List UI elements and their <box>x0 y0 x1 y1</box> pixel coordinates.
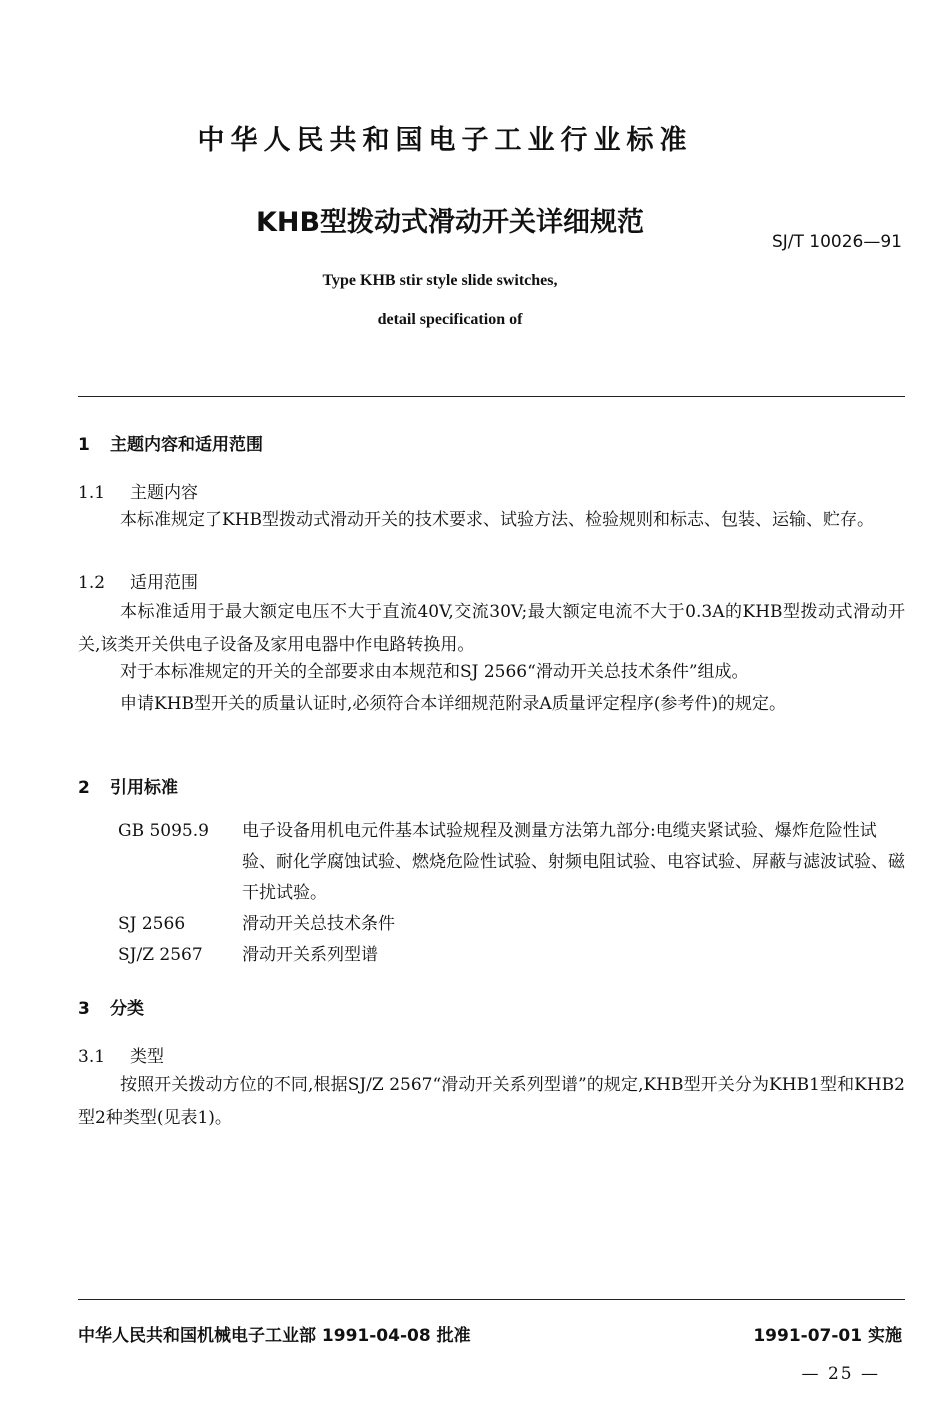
reference-description: 滑动开关总技术条件 <box>242 914 395 934</box>
approval-line: 中华人民共和国机械电子工业部 1991-04-08 批准 <box>78 1326 471 1346</box>
subsection-title: 类型 <box>130 1047 164 1067</box>
english-title-line1: Type KHB stir style slide switches, <box>322 272 558 289</box>
standard-code: SJ/T 10026—91 <box>771 232 902 252</box>
section-title: 引用标准 <box>110 778 178 798</box>
section-number: 2 <box>78 778 90 798</box>
reference-item <box>118 940 905 971</box>
section-title: 分类 <box>110 999 144 1019</box>
section-1-2-heading <box>78 568 198 593</box>
section-title: 主题内容和适用范围 <box>110 435 263 455</box>
reference-code: SJ 2566 <box>118 914 186 934</box>
english-title-line2: detail specification of <box>377 311 523 328</box>
footer-divider <box>78 1299 905 1300</box>
section-1-heading <box>78 430 263 455</box>
effective-date: 1991-07-01 实施 <box>753 1326 902 1346</box>
reference-description: 滑动开关系列型谱 <box>242 945 378 965</box>
subsection-title: 主题内容 <box>130 483 198 503</box>
subsection-number: 1.2 <box>78 573 106 593</box>
reference-description: 电子设备用机电元件基本试验规程及测量方法第九部分:电缆夹紧试验、爆炸危险性试验、耐化学腐蚀试验、燃烧危险性试验、射频电阻试验、电容试验、屏蔽与滤波试验、磁干扰试验。 <box>242 821 905 903</box>
section-3-1-heading <box>78 1042 164 1067</box>
section-2-heading <box>78 773 178 798</box>
subsection-title: 适用范围 <box>130 573 198 593</box>
subsection-number: 3.1 <box>78 1047 106 1067</box>
subsection-number: 1.1 <box>78 483 106 503</box>
reference-code: SJ/Z 2567 <box>118 945 203 965</box>
document-title: KHB型拨动式滑动开关详细规范 <box>255 207 645 238</box>
section-1-1-heading <box>78 478 198 503</box>
section-3-heading <box>78 994 144 1019</box>
section-3-1-paragraph: 按照开关拨动方位的不同,根据SJ/Z 2567“滑动开关系列型谱”的规定,KHB型开关分为KHB1型和KHB2型2种类型(见表1)。 <box>78 1075 905 1128</box>
section-1-2-paragraph-2: 对于本标准规定的开关的全部要求由本规范和SJ 2566“滑动开关总技术条件”组成。 <box>120 662 749 682</box>
org-title: 中华人民共和国电子工业行业标准 <box>197 125 693 156</box>
section-1-2-paragraph-3: 申请KHB型开关的质量认证时,必须符合本详细规范附录A质量评定程序(参考件)的规定。 <box>120 694 786 714</box>
header-divider <box>78 396 905 397</box>
reference-item <box>118 909 905 940</box>
section-number: 1 <box>78 435 90 455</box>
reference-item <box>118 816 905 909</box>
reference-code: GB 5095.9 <box>118 821 209 841</box>
section-1-1-paragraph: 本标准规定了KHB型拨动式滑动开关的技术要求、试验方法、检验规则和标志、包装、运输、贮存。 <box>120 510 875 530</box>
page-number: — 25 — <box>801 1364 880 1384</box>
section-1-2-paragraph-1: 本标准适用于最大额定电压不大于直流40V,交流30V;最大额定电流不大于0.3A的KHB型拨动式滑动开关,该类开关供电子设备及家用电器中作电路转换用。 <box>78 602 905 655</box>
section-number: 3 <box>78 999 90 1019</box>
